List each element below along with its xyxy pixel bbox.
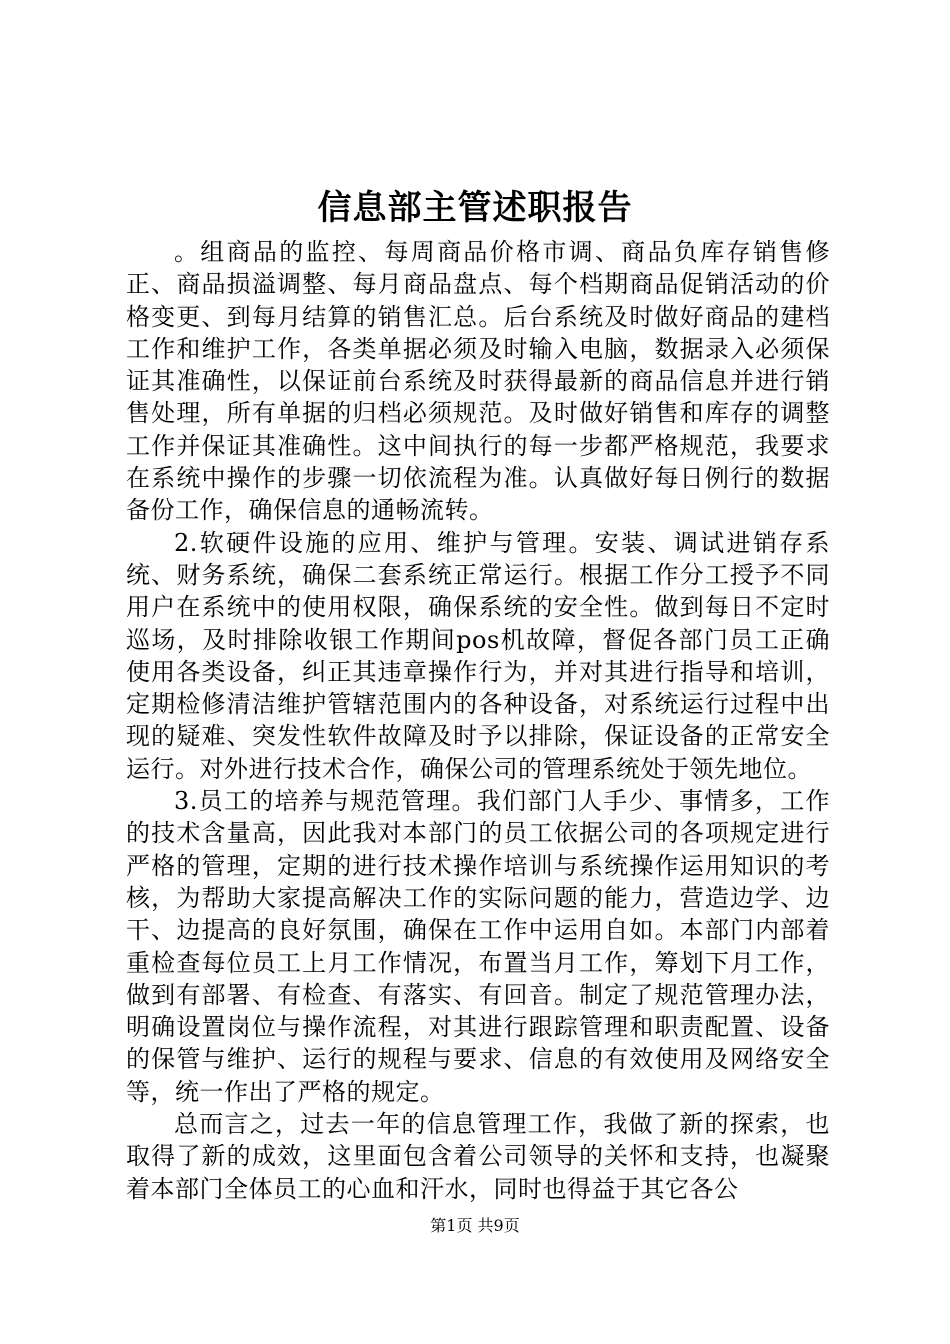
document-title: 信息部主管述职报告 [317, 188, 633, 228]
paragraph-summary: 总而言之，过去一年的信息管理工作，我做了新的探索，也取得了新的成效，这里面包含着公司领导的关怀和支持，也凝聚着本部门全体员工的心血和汗水，同时也得益于其它各公 [126, 1110, 830, 1203]
paragraph-staff-management: 3.员工的培养与规范管理。我们部门人手少、事情多，工作的技术含量高，因此我对本部门的员工依据公司的各项规定进行严格的管理，定期的进行技术操作培训与系统操作运用知识的考核，为帮助大家提高解决工作的实际问题的能力，营造边学、边干、边提高的良好氛围，确保在工作中运用自如。本部门内部着重检查每位员工上月工作情况，布置当月工作，筹划下月工作，做到有部署、有检查、有落实、有回音。制定了规范管理办法，明确设置岗位与操作流程，对其进行跟踪管理和职责配置、设备的保管与维护、运行的规程与要求、信息的有效使用及网络安全等，统一作出了严格的规定。 [126, 787, 830, 1106]
page-number-footer: 第1页 共9页 [430, 1216, 520, 1235]
paragraph-product-monitoring: 。组商品的监控、每周商品价格市调、商品负库存销售修正、商品损溢调整、每月商品盘点、每个档期商品促销活动的价格变更、到每月结算的销售汇总。后台系统及时做好商品的建档工作和维护工作，各类单据必须及时输入电脑，数据录入必须保证其准确性，以保证前台系统及时获得最新的商品信息并进行销售处理，所有单据的归档必须规范。及时做好销售和库存的调整工作并保证其准确性。这中间执行的每一步都严格规范，我要求在系统中操作的步骤一切依流程为准。认真做好每日例行的数据备份工作，确保信息的通畅流转。 [126, 238, 830, 525]
paragraph-hardware-software: 2.软硬件设施的应用、维护与管理。安装、调试进销存系统、财务系统，确保二套系统正常运行。根据工作分工授予不同用户在系统中的使用权限，确保系统的安全性。做到每日不定时巡场，及时排除收银工作期间pos机故障，督促各部门员工正确使用各类设备，纠正其违章操作行为，并对其进行指导和培训，定期检修清洁维护管辖范围内的各种设备，对系统运行过程中出现的疑难、突发性软件故障及时予以排除，保证设备的正常安全运行。对外进行技术合作，确保公司的管理系统处于领先地位。 [126, 528, 830, 783]
document-body [126, 236, 830, 1205]
